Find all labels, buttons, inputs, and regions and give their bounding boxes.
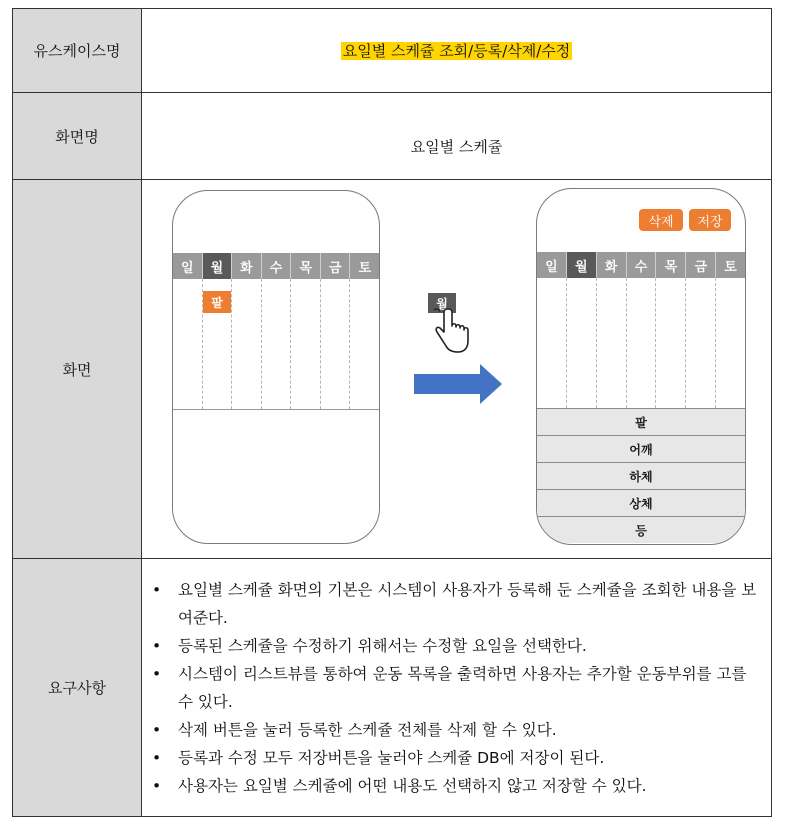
usecase-value: 요일별 스케쥴 조회/등록/삭제/수정: [342, 42, 571, 60]
day-wed[interactable]: 수: [627, 252, 657, 278]
day-thu[interactable]: 목: [656, 252, 686, 278]
screen-name-row: [13, 93, 772, 180]
screen-name-label: 화면명: [13, 93, 142, 180]
day-sun[interactable]: 일: [537, 252, 567, 278]
day-sun[interactable]: 일: [173, 253, 203, 279]
usecase-value-cell: [142, 9, 772, 93]
exercise-list-item[interactable]: 등: [537, 516, 745, 543]
requirements-cell: [142, 559, 772, 817]
day-sat[interactable]: 토: [358, 260, 372, 276]
delete-button[interactable]: 삭제: [639, 209, 683, 231]
day-bar-after: [537, 252, 745, 278]
requirements-label: 요구사항: [13, 559, 142, 817]
day-fri[interactable]: 금: [321, 253, 351, 279]
requirements-row: [13, 559, 772, 817]
day-mon[interactable]: 월: [567, 252, 597, 278]
screen-mockup-cell: [142, 180, 772, 559]
requirement-item: • 사용자는 요일별 스케쥴에 어떤 내용도 선택하지 않고 저장할 수 있다.: [178, 772, 757, 800]
usecase-row: [13, 9, 772, 93]
requirement-item: • 요일별 스케쥴 화면의 기본은 시스템이 사용자가 등록해 둔 스케쥴을 조회한 내용을 보여준다.: [178, 576, 757, 632]
day-thu[interactable]: 목: [291, 253, 321, 279]
requirement-item: • 시스템이 리스트뷰를 통하여 운동 목록을 출력하면 사용자는 추가할 운동부위를 고를 수 있다.: [178, 660, 757, 716]
tap-hand-icon: [432, 308, 472, 354]
screen-row: [13, 180, 772, 559]
day-tue[interactable]: 화: [232, 253, 262, 279]
save-button[interactable]: 저장: [689, 209, 731, 231]
exercise-list-item[interactable]: 팔: [537, 408, 745, 435]
exercise-list-item[interactable]: 하체: [537, 462, 745, 489]
exercise-list-item[interactable]: 상체: [537, 489, 745, 516]
phone-before: [172, 190, 380, 544]
screen-mockup: [142, 180, 771, 558]
usecase-spec-table: [12, 8, 772, 817]
day-bar-before: [173, 253, 379, 279]
transition-arrow-icon: [414, 363, 504, 405]
exercise-list-item[interactable]: 어깨: [537, 435, 745, 462]
day-fri[interactable]: 금: [686, 252, 716, 278]
screen-label: 화면: [13, 180, 142, 559]
exercise-list: [537, 408, 745, 543]
usecase-label: 유스케이스명: [13, 9, 142, 93]
schedule-grid-after: [537, 278, 745, 408]
requirement-item: • 등록된 스케쥴을 수정하기 위해서는 수정할 요일을 선택한다.: [178, 632, 757, 660]
screen-name-value: 요일별 스케쥴: [142, 93, 772, 180]
day-wed[interactable]: 수: [262, 253, 292, 279]
requirements-list: [142, 576, 757, 800]
day-sat[interactable]: 토: [724, 259, 737, 275]
requirement-item: • 삭제 버튼을 눌러 등록한 스케쥴 전체를 삭제 할 수 있다.: [178, 716, 757, 744]
scheduled-exercise-tag[interactable]: 팔: [203, 291, 231, 313]
phone-after: [536, 188, 746, 545]
day-mon[interactable]: 월: [203, 253, 233, 279]
requirement-item: • 등록과 수정 모두 저장버튼을 눌러야 스케쥴 DB에 저장이 된다.: [178, 744, 757, 772]
day-tue[interactable]: 화: [597, 252, 627, 278]
tap-day-label: 월: [428, 293, 456, 313]
